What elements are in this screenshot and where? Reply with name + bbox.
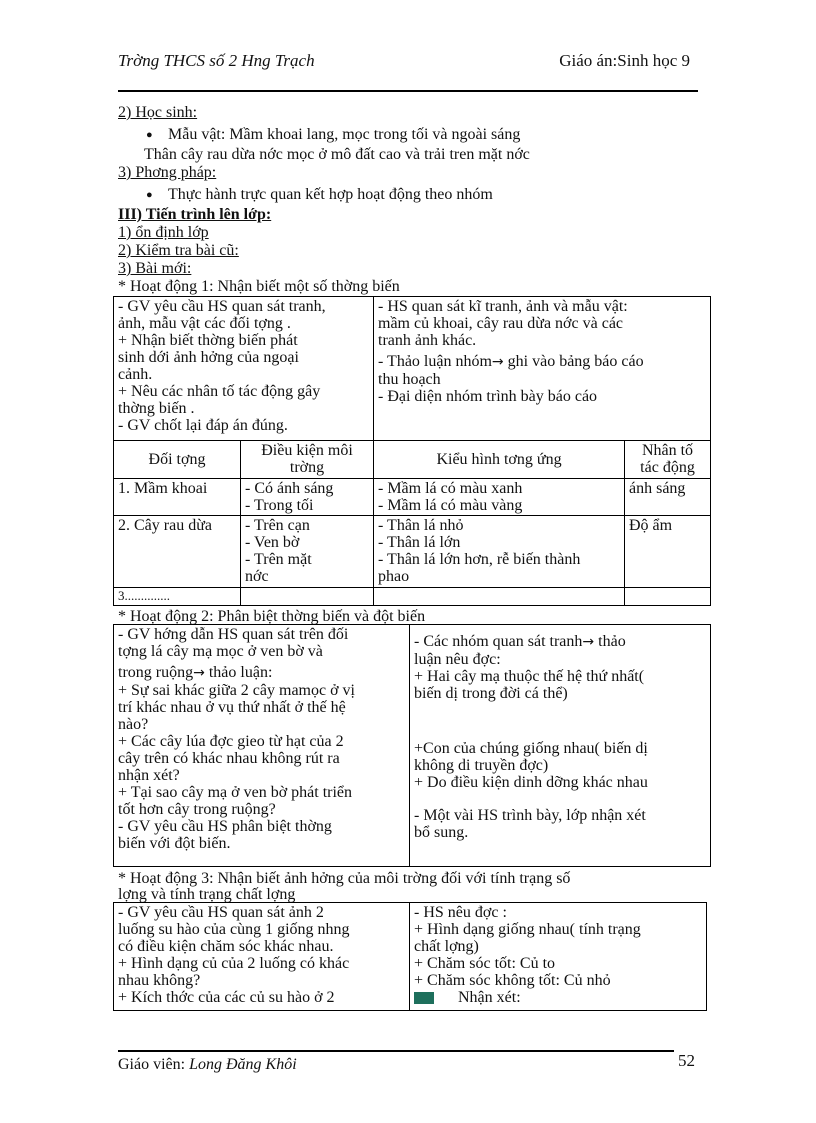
- arrow-icon: →: [491, 354, 504, 370]
- teacher-activity-cell: - GV hớng dẫn HS quan sát trên đối tợng lá cây mạ mọc ở ven bờ và trong ruộng→ thảo luận: + Sự sai khác giữa 2 cây mamọc ở vị trí khác nhau ở vụ thứ nhất ở thế hệ nào? + Các cây lúa đợc gieo từ hạt của 2 cây trên có khác nhau không rút ra nhận xét? + Tại sao cây mạ ở ven bờ phát triển tốt hơn cây trong ruộng? - GV yêu cầu HS phân biệt thờng biến với đột biến.: [114, 625, 410, 867]
- header-phenotype: Kiểu hình tơng ứng: [374, 441, 625, 479]
- arrow-icon: →: [193, 665, 205, 681]
- teacher-activity-cell: - GV yêu cầu HS quan sát ảnh 2 luống su hào của cùng 1 giống nhng có điều kiện chăm sóc khác nhau. + Hình dạng củ của 2 luống có khác nhau không? + Kích thớc của các củ su hào ở 2: [114, 903, 410, 1011]
- header-object: Đối tợng: [114, 441, 241, 479]
- school-name: Trờng THCS số 2 Hng Trạch: [118, 51, 315, 70]
- step-3: 3) Bài mới:: [118, 260, 192, 277]
- page-header: [118, 52, 698, 92]
- activity-1-table: [113, 296, 710, 606]
- teacher-name: Long Đăng Khôi: [189, 1056, 297, 1073]
- step-1: 1) ổn định lớp: [118, 224, 209, 241]
- student-activity-cell: - HS quan sát kĩ tranh, ảnh và mẫu vật: mầm củ khoai, cây rau dừa nớc và các tranh ảnh khác. - Thảo luận nhóm→ ghi vào bảng báo cáo thu hoạch - Đại diện nhóm trình bày báo cáo: [374, 297, 711, 441]
- activity-3-heading-line-1: * Hoạt động 3: Nhận biết ảnh hởng của môi trờng đối với tính trạng số: [118, 870, 571, 887]
- header-condition: Điều kiện môi trờng: [241, 441, 374, 479]
- students-heading: 2) Học sinh:: [118, 104, 198, 121]
- activity-3-table: [113, 902, 706, 1011]
- student-activity-cell: - Các nhóm quan sát tranh→ thảo luận nêu đợc: + Hai cây mạ thuộc thế hệ thứ nhất( biến dị trong đời cá thể) +Con của chúng giống nhau( biến dị không di truyền đợc) + Do điều kiện dinh dỡng khác nhau - Một vài HS trình bày, lớp nhận xét bổ sung.: [410, 625, 711, 867]
- student-activity-cell: - HS nêu đợc : + Hình dạng giống nhau( tính trạng chất lợng) + Chăm sóc tốt: Củ to + Chăm sóc không tốt: Củ nhỏ Nhận xét:: [410, 903, 707, 1011]
- table-row: 2. Cây rau dừa - Trên cạn - Ven bờ - Trên mặt nớc - Thân lá nhỏ - Thân lá lớn - Thân lá lớn hơn, rễ biến thành phao Độ ẩm: [114, 516, 711, 588]
- activity-2-table: [113, 624, 710, 867]
- activity-1-heading: * Hoạt động 1: Nhận biết một số thờng biến: [118, 278, 400, 295]
- footer-rule: [118, 1050, 674, 1052]
- methods-bullet: ● Thực hành trực quan kết hợp hoạt động theo nhóm: [118, 186, 708, 206]
- highlight-marker-icon: [414, 992, 434, 1004]
- footer-teacher: Giáo viên: Long Đăng Khôi: [118, 1056, 297, 1073]
- table-row: 1. Mầm khoai - Có ánh sáng - Trong tối - Mầm lá có màu xanh - Mầm lá có màu vàng ánh sáng: [114, 479, 711, 516]
- header-factor: Nhân tố tác động: [625, 441, 711, 479]
- subject-title: Giáo án:Sinh học 9: [559, 51, 690, 70]
- materials-bullet: ● Mẫu vật: Mầm khoai lang, mọc trong tối và ngoài sáng: [118, 126, 708, 146]
- table-row: 3..............: [114, 588, 711, 606]
- step-2: 2) Kiểm tra bài cũ:: [118, 242, 239, 259]
- table-header-row: [114, 441, 711, 479]
- page-number: 52: [678, 1051, 695, 1070]
- lesson-progress-heading: III) Tiến trình lên lớp:: [118, 206, 272, 223]
- materials-line-2: Thân cây rau dừa nớc mọc ở mô đất cao và trải tren mặt nớc: [144, 146, 530, 163]
- intro-section: [118, 104, 708, 296]
- methods-heading: 3) Phơng pháp:: [118, 164, 217, 181]
- activity-3-heading-line-2: lợng và tính trạng chất lợng: [118, 886, 296, 903]
- teacher-activity-cell: - GV yêu cầu HS quan sát tranh, ảnh, mẫu vật các đối tợng . + Nhận biết thờng biến phát sinh dới ảnh hởng của ngoại cảnh. + Nêu các nhân tố tác động gây thờng biến . - GV chốt lại đáp án đúng.: [114, 297, 374, 441]
- arrow-icon: →: [582, 634, 595, 650]
- activity-2-heading: * Hoạt động 2: Phân biệt thờng biến và đột biến: [118, 608, 426, 625]
